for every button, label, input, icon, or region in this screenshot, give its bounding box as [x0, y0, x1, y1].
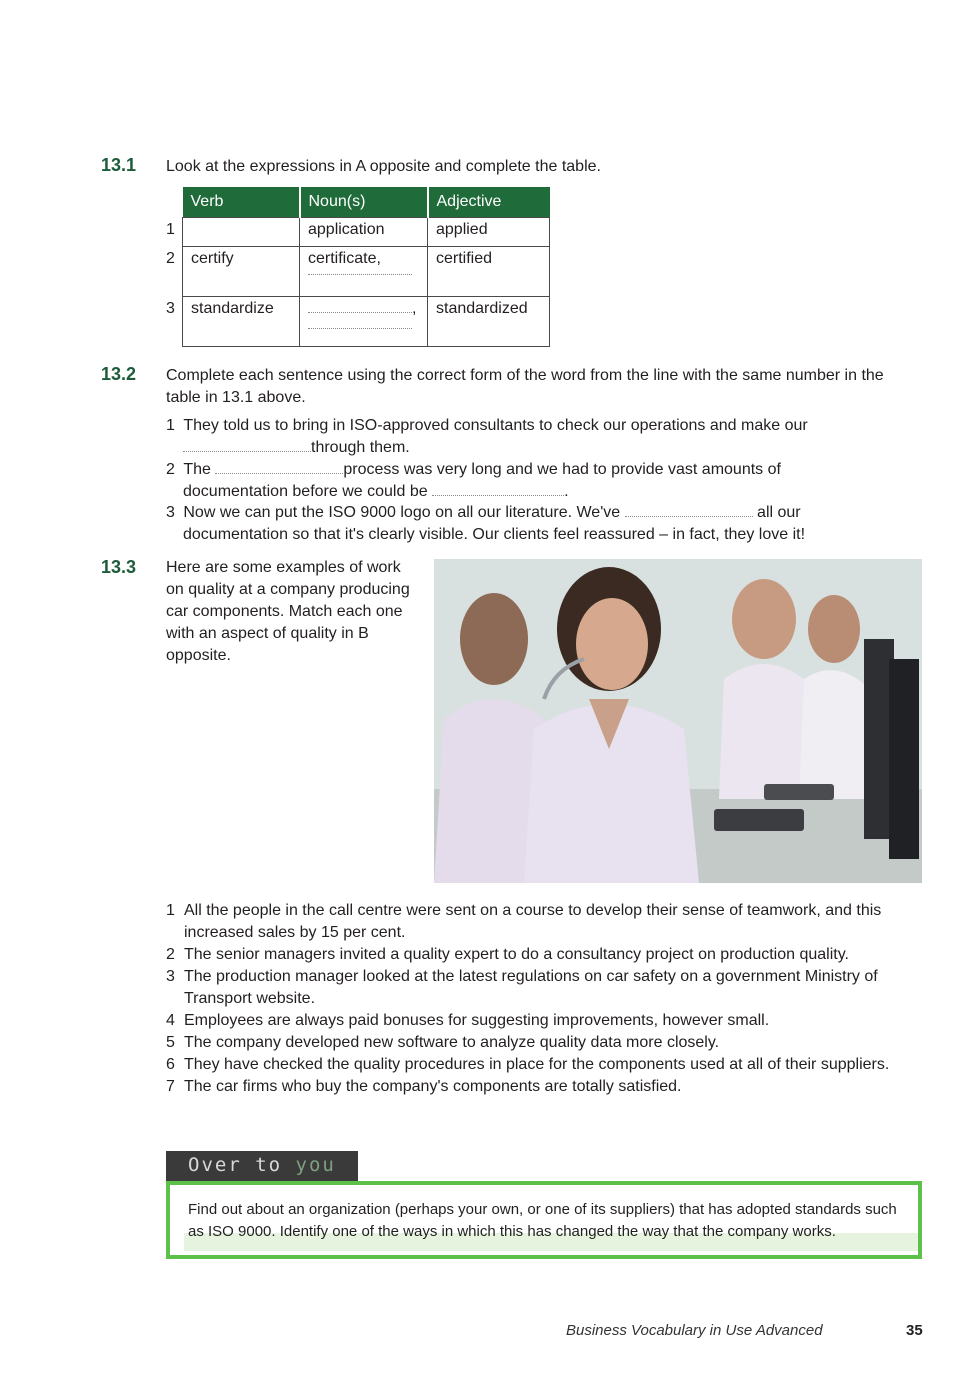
table-row: [183, 218, 550, 247]
item-text: through them.: [311, 439, 410, 456]
table-row-number: 2: [166, 250, 175, 267]
footer-book-title: Business Vocabulary in Use Advanced: [566, 1322, 823, 1339]
list-item: [166, 966, 926, 1010]
over-to-you-label-you: you: [295, 1154, 336, 1176]
exercise-13-2-instruction: Complete each sentence using the correct form of the word from the line with the same number in the table in 13.1 above.: [166, 367, 884, 406]
exercise-13-1-number: 13.1: [101, 155, 137, 175]
table-cell-noun-text: certificate,: [308, 250, 381, 267]
item-text: The senior managers invited a quality expert to do a consultancy project on production quality.: [184, 946, 849, 963]
item-text: documentation so that it's clearly visible. Our clients feel reassured – in fact, they love it!: [183, 526, 806, 543]
answer-blank[interactable]: [183, 437, 311, 452]
list-item: [166, 1076, 926, 1098]
over-to-you-label: Over to: [188, 1154, 283, 1176]
list-item: [166, 900, 926, 944]
column-header-nouns: Noun(s): [300, 187, 428, 218]
item-number: 4: [166, 1012, 175, 1029]
answer-blank[interactable]: [308, 270, 412, 275]
over-to-you-text: Find out about an organization (perhaps your own, or one of its suppliers) that has adopted standards such as ISO 9000. Identify one of the ways in which this has changed the way that the company works.: [188, 1201, 897, 1240]
list-item: [166, 459, 911, 503]
table-cell-noun: [300, 297, 428, 347]
item-text: The production manager looked at the latest regulations on car safety on a government Ministry of Transport website.: [184, 968, 878, 1007]
item-text: The company developed new software to analyze quality data more closely.: [184, 1034, 720, 1051]
item-text: process was very long and we had to provide vast amounts of: [343, 461, 781, 478]
table-cell-adjective: certified: [428, 247, 550, 297]
item-number: 5: [166, 1034, 175, 1051]
exercise-13-2-number: 13.2: [101, 364, 137, 384]
item-number: 3: [166, 968, 175, 985]
list-item: [166, 1032, 926, 1054]
list-item: [166, 1010, 926, 1032]
list-item: [166, 415, 911, 459]
table-row-number: 1: [166, 221, 175, 238]
answer-blank[interactable]: [432, 481, 564, 496]
item-text: The car firms who buy the company's components are totally satisfied.: [184, 1078, 682, 1095]
table-cell-noun: [300, 247, 428, 297]
quality-examples-list: [166, 900, 926, 1098]
table-row: [183, 297, 550, 347]
table-row: [183, 247, 550, 297]
exercise-13-1-instruction: Look at the expressions in A opposite and complete the table.: [166, 158, 601, 175]
item-number: 1: [166, 902, 175, 919]
item-text: The: [183, 461, 211, 478]
table-cell-verb: [183, 218, 300, 247]
item-text: Employees are always paid bonuses for suggesting improvements, however small.: [184, 1012, 770, 1029]
item-number: 2: [166, 461, 175, 478]
exercise-13-3-instruction: Here are some examples of work on quality at a company producing car components. Match each one with an aspect of quality in B opposite.: [166, 559, 410, 664]
item-text: They told us to bring in ISO-approved consultants to check our operations and make our: [183, 417, 808, 434]
answer-blank[interactable]: [215, 459, 343, 474]
table-cell-noun-text: ,: [412, 300, 417, 317]
column-header-verb: Verb: [183, 187, 300, 218]
word-forms-table: [182, 187, 550, 347]
page-number: 35: [906, 1322, 923, 1339]
call-centre-photo: [434, 559, 922, 883]
list-item: [166, 944, 926, 966]
list-item: [166, 502, 911, 546]
answer-blank[interactable]: [625, 502, 753, 517]
table-cell-adjective: standardized: [428, 297, 550, 347]
item-text: They have checked the quality procedures in place for the components used at all of their suppliers.: [184, 1056, 890, 1073]
table-cell-verb: standardize: [183, 297, 300, 347]
over-to-you-tab: [166, 1151, 358, 1181]
call-centre-illustration: [434, 559, 922, 883]
item-number: 6: [166, 1056, 175, 1073]
item-text: All the people in the call centre were sent on a course to develop their sense of teamwork, and this increased sales by 15 per cent.: [184, 902, 882, 941]
item-number: 2: [166, 946, 175, 963]
table-cell-noun: application: [300, 218, 428, 247]
answer-blank[interactable]: [308, 300, 412, 313]
table-row-number: 3: [166, 300, 175, 317]
exercise-13-3-number: 13.3: [101, 557, 137, 577]
column-header-adjective: Adjective: [428, 187, 550, 218]
item-text: all our: [757, 504, 801, 521]
answer-blank[interactable]: [308, 324, 412, 329]
item-text: .: [564, 483, 569, 500]
item-number: 1: [166, 417, 175, 434]
over-to-you-box: [166, 1181, 922, 1259]
item-text: Now we can put the ISO 9000 logo on all our literature. We've: [183, 504, 621, 521]
table-cell-verb: certify: [183, 247, 300, 297]
item-number: 3: [166, 504, 175, 521]
item-text: documentation before we could be: [183, 483, 428, 500]
table-cell-adjective: applied: [428, 218, 550, 247]
list-item: [166, 1054, 926, 1076]
item-number: 7: [166, 1078, 175, 1095]
